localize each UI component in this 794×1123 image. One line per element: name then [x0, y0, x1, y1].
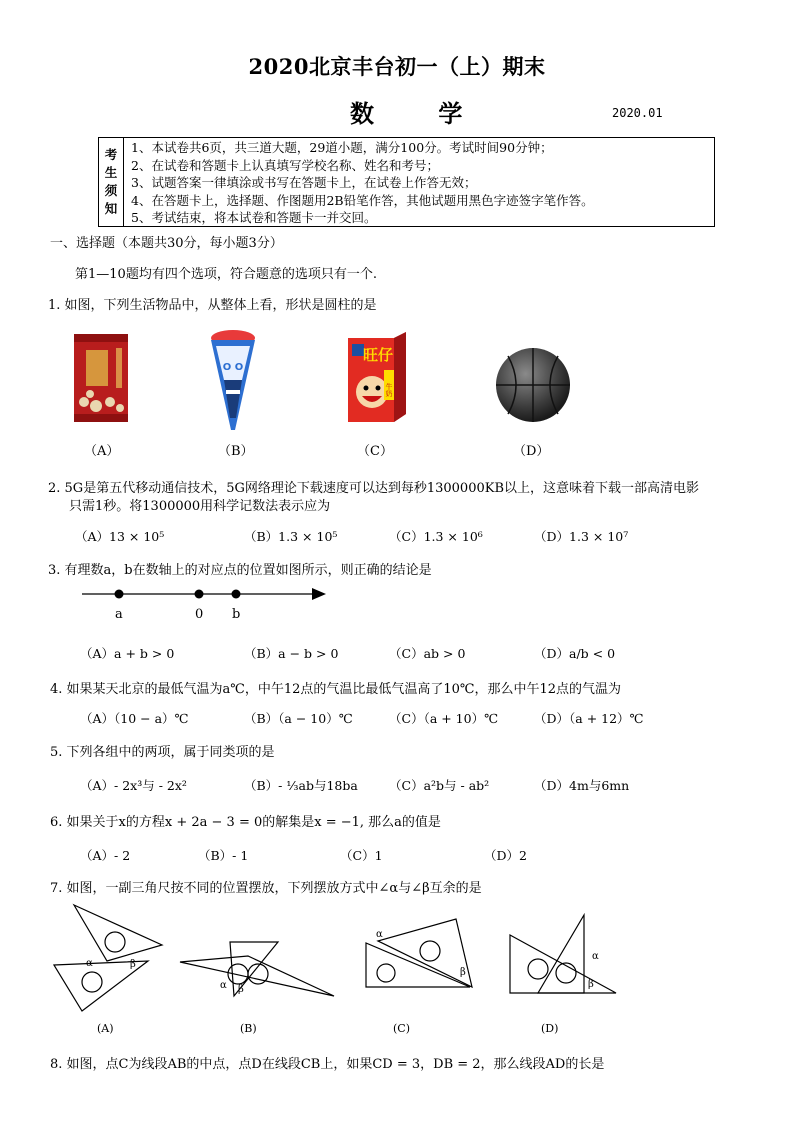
milk-box-icon — [344, 330, 410, 426]
notice-label-char: 知 — [104, 201, 118, 216]
q7-label-b: (B) — [240, 1022, 257, 1035]
beta-label: β — [130, 959, 136, 970]
triangle-figure-a — [52, 903, 168, 1015]
axis-label-zero: 0 — [195, 607, 204, 622]
axis-label-b: b — [232, 607, 241, 622]
q2-option-a: （A）13 × 10⁵ — [75, 529, 165, 544]
notice-label-char: 生 — [104, 165, 118, 180]
triangle-figure-d — [508, 913, 620, 999]
point-a — [115, 590, 124, 599]
milk-box-sub: 牛奶 — [385, 383, 393, 397]
q1-label-b: （B） — [218, 444, 254, 459]
q6-option-d: （D）2 — [484, 848, 527, 863]
q1-label-d: （D） — [513, 444, 550, 459]
q6-stem: 6. 如果关于x的方程x + 2a − 3 = 0的解集是x = −1, 那么a的值是 — [50, 815, 441, 830]
q2-option-d: （D）1.3 × 10⁷ — [534, 529, 629, 544]
notice-item: 2、在试卷和答题卡上认真填写学校名称、姓名和考号； — [131, 157, 439, 173]
alpha-label: α — [592, 951, 599, 962]
q3-option-a: （A）a + b > 0 — [80, 646, 175, 661]
beta-label: β — [238, 984, 244, 995]
q7-label-a: (A) — [97, 1022, 114, 1035]
q5-option-c: （C）a²b与 - ab² — [389, 778, 490, 793]
q1-label-c: （C） — [357, 444, 393, 459]
point-zero — [195, 590, 204, 599]
q5-option-d: （D）4m与6mn — [534, 778, 630, 793]
ice-cream-cone-icon — [208, 328, 258, 433]
alpha-label: α — [86, 958, 93, 969]
alpha-label: α — [220, 980, 227, 991]
section-heading: 一、选择题（本题共30分，每小题3分） — [50, 236, 283, 251]
milk-box-brand: 旺仔 — [362, 346, 394, 364]
q3-option-b: （B）a − b > 0 — [244, 646, 339, 661]
q6-option-b: （B）- 1 — [198, 848, 249, 863]
triangle-figure-b — [178, 940, 338, 1000]
q3-stem: 3. 有理数a，b在数轴上的对应点的位置如图所示，则正确的结论是 — [48, 563, 432, 578]
q4-stem: 4. 如果某天北京的最低气温为a℃，中午12点的气温比最低气温高了10℃，那么中午12点的气温为 — [50, 682, 621, 697]
number-line — [80, 584, 330, 604]
notice-box — [98, 137, 715, 227]
q6-option-c: （C）1 — [340, 848, 383, 863]
q2-stem-line2: 只需1秒。将1300000用科学记数法表示应为 — [69, 499, 331, 514]
q2-option-c: （C）1.3 × 10⁶ — [389, 529, 483, 544]
alpha-label: α — [376, 929, 383, 940]
q2-stem-line1: 2. 5G是第五代移动通信技术，5G网络理论下载速度可以达到每秒1300000KB以上，这意味着下载一部高清电影 — [48, 481, 700, 496]
q4-option-a: （A）（10 − a）℃ — [80, 711, 189, 726]
notice-label — [99, 138, 124, 226]
q1-label-a: （A） — [84, 444, 120, 459]
q5-stem: 5. 下列各组中的两项，属于同类项的是 — [50, 745, 275, 760]
exam-date: 2020.01 — [612, 106, 663, 120]
notice-item: 4、在答题卡上，选择题、作图题用2B铅笔作答，其他试题用黑色字迹签字笔作答。 — [131, 192, 594, 208]
notice-item: 1、本试卷共6页，共三道大题，29道小题，满分100分。考试时间90分钟； — [131, 140, 553, 155]
q4-option-b: （B）（a − 10）℃ — [244, 711, 353, 726]
section-intro: 第1—10题均有四个选项，符合题意的选项只有一个. — [75, 267, 377, 282]
q4-option-d: （D）（a + 12）℃ — [534, 711, 644, 726]
notice-list — [124, 138, 714, 226]
q5-option-b: （B）- ⅓ab与18ba — [244, 778, 358, 793]
q2-option-b: （B）1.3 × 10⁵ — [244, 529, 338, 544]
subject-title: 数 学 — [350, 99, 491, 128]
point-b — [232, 590, 241, 599]
svg-text:O O: O O — [222, 362, 244, 373]
q5-option-a: （A）- 2x³与 - 2x² — [80, 778, 187, 793]
q1-stem: 1. 如图，下列生活物品中，从整体上看，形状是圆柱的是 — [48, 298, 377, 313]
notice-item: 5、考试结束，将本试卷和答题卡一并交回。 — [131, 210, 377, 226]
notice-label-char: 须 — [104, 183, 118, 198]
page-title: 2020北京丰台初一（上）期末 — [248, 54, 546, 79]
axis-label-a: a — [115, 607, 123, 622]
q3-option-c: （C）ab > 0 — [389, 646, 466, 661]
q7-label-c: (C) — [393, 1022, 410, 1035]
q3-option-d: （D）a/b < 0 — [534, 646, 616, 661]
q7-stem: 7. 如图，一副三角尺按不同的位置摆放，下列摆放方式中∠α与∠β互余的是 — [50, 881, 482, 896]
notice-item: 3、试题答案一律填涂或书写在答题卡上，在试卷上作答无效； — [131, 175, 477, 191]
triangle-figure-c — [364, 917, 476, 991]
q7-label-d: (D) — [541, 1022, 559, 1035]
basketball-icon — [494, 346, 572, 424]
notice-label-char: 考 — [104, 147, 118, 162]
beta-label: β — [460, 967, 466, 978]
q8-stem: 8. 如图，点C为线段AB的中点，点D在线段CB上，如果CD = 3，DB = 2，那么线段AD的长是 — [50, 1057, 605, 1072]
can-jar-icon — [72, 330, 130, 425]
q6-option-a: （A）- 2 — [80, 848, 131, 863]
q4-option-c: （C）（a + 10）℃ — [389, 711, 499, 726]
beta-label: β — [588, 979, 594, 990]
